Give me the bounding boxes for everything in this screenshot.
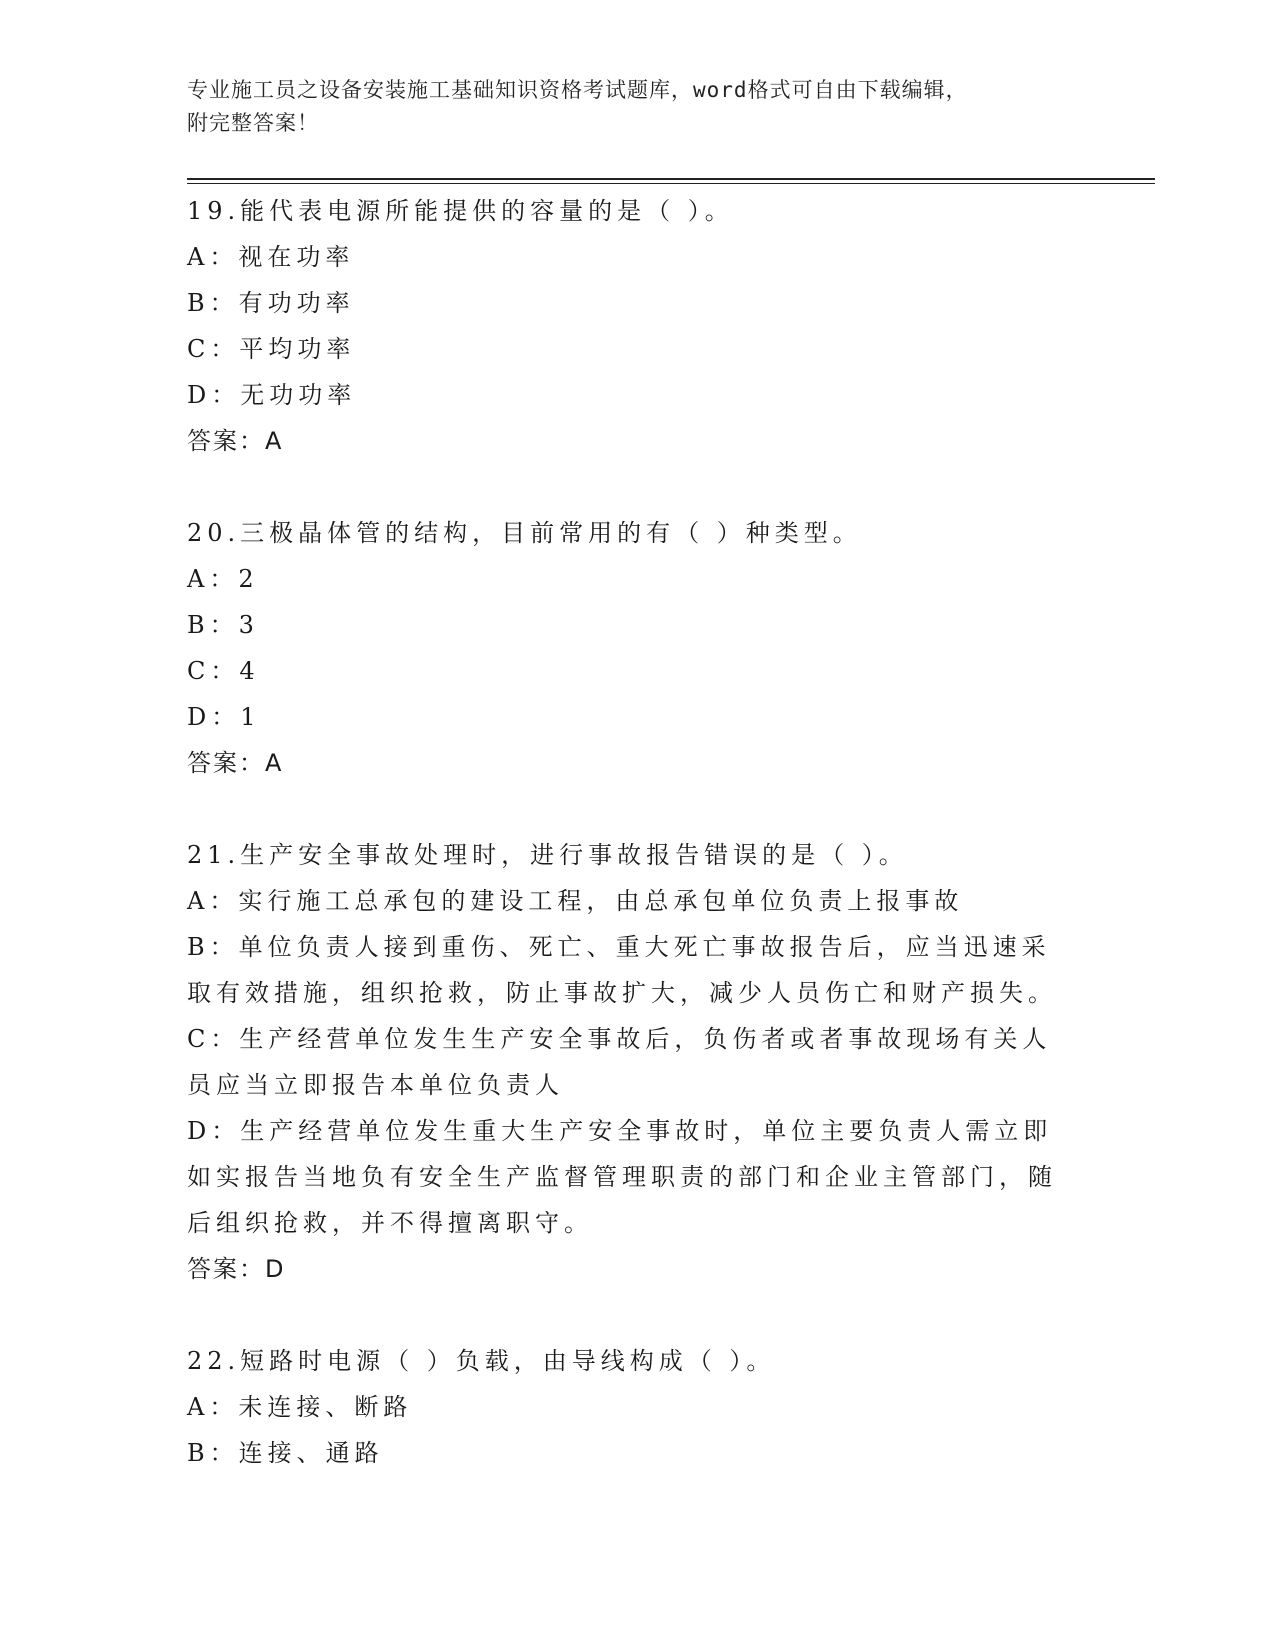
option-b: B：3 <box>187 611 259 639</box>
question-stem: 21.生产安全事故处理时，进行事故报告错误的是（ ）。 <box>187 841 908 869</box>
option-c: C：生产经营单位发生生产安全事故后，负伤者或者事故现场有关人员应当立即报告本单位负责人 <box>187 1025 1052 1099</box>
answer-label: 答案：A <box>187 427 284 455</box>
question-stem: 19.能代表电源所能提供的容量的是（ ）。 <box>187 197 734 225</box>
option-d: D：无功功率 <box>187 381 357 409</box>
answer-label: 答案：A <box>187 749 284 777</box>
question-stem: 22.短路时电源（ ）负载，由导线构成（ ）。 <box>187 1347 776 1375</box>
question-stem: 20.三极晶体管的结构，目前常用的有（ ）种类型。 <box>187 519 862 547</box>
option-c: C：平均功率 <box>187 335 356 363</box>
question-list <box>187 188 1087 1522</box>
document-header <box>187 74 1087 140</box>
header-line-2: 附完整答案！ <box>187 111 319 135</box>
option-c: C：4 <box>187 657 260 685</box>
question-20 <box>187 510 1087 786</box>
option-a: A：实行施工总承包的建设工程，由总承包单位负责上报事故 <box>187 887 964 915</box>
option-b: B：连接、通路 <box>187 1439 384 1467</box>
option-b: B：单位负责人接到重伤、死亡、重大死亡事故报告后，应当迅速采取有效措施，组织抢救，防止事故扩大，减少人员伤亡和财产损失。 <box>187 933 1057 1007</box>
option-a: A：2 <box>187 565 259 593</box>
header-divider-thick <box>187 178 1155 180</box>
option-b: B：有功功率 <box>187 289 355 317</box>
header-line-1: 专业施工员之设备安装施工基础知识资格考试题库，word格式可自由下载编辑， <box>187 78 968 102</box>
question-19 <box>187 188 1087 464</box>
option-d: D：生产经营单位发生重大生产安全事故时，单位主要负责人需立即如实报告当地负有安全生产监督管理职责的部门和企业主管部门，随后组织抢救，并不得擅离职守。 <box>187 1117 1057 1237</box>
answer-label: 答案：D <box>187 1255 286 1283</box>
header-divider-thin <box>187 183 1155 184</box>
option-a: A：视在功率 <box>187 243 355 271</box>
question-22 <box>187 1338 1087 1476</box>
option-a: A：未连接、断路 <box>187 1393 413 1421</box>
question-21 <box>187 832 1087 1292</box>
option-d: D：1 <box>187 703 261 731</box>
